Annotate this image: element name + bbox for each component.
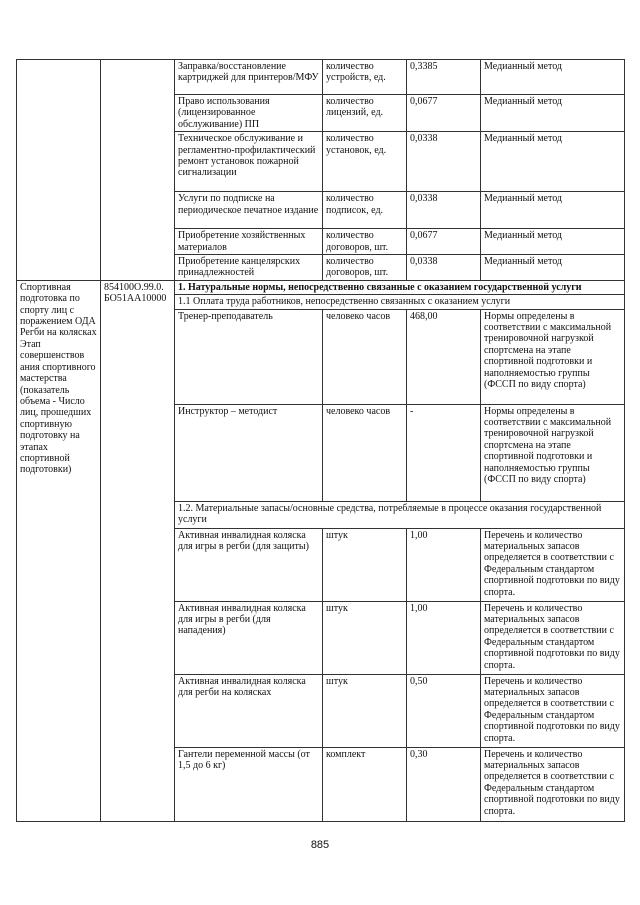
document-page [16, 59, 624, 822]
norm-method: Медианный метод [481, 229, 625, 255]
norm-unit: штук [323, 674, 407, 747]
norm-method: Медианный метод [481, 255, 625, 281]
norm-name: Заправка/восстановление картриджей для принтеров/МФУ [175, 60, 323, 95]
norm-unit: человеко часов [323, 404, 407, 501]
norm-method: Медианный метод [481, 95, 625, 132]
norm-method: Перечень и количество материальных запасов определяется в соответствии с Федеральным стандартом спортивной подготовки по виду спорта. [481, 601, 625, 674]
section-heading-1-1: 1.1 Оплата труда работников, непосредственно связанных с оказанием услуги [175, 295, 625, 309]
norm-method: Перечень и количество материальных запасов определяется в соответствии с Федеральным стандартом спортивной подготовки по виду спорта. [481, 747, 625, 821]
norm-unit: штук [323, 601, 407, 674]
norm-method: Медианный метод [481, 60, 625, 95]
norm-unit: количество договоров, шт. [323, 255, 407, 281]
norm-name: Активная инвалидная коляска для игры в регби (для защиты) [175, 528, 323, 601]
norm-value: 1,00 [407, 601, 481, 674]
norm-unit: количество подписок, ед. [323, 192, 407, 229]
page-number: 885 [310, 839, 330, 851]
norm-method: Перечень и количество материальных запасов определяется в соответствии с Федеральным стандартом спортивной подготовки по виду спорта. [481, 674, 625, 747]
norm-value: 468,00 [407, 309, 481, 404]
norm-unit: количество лицензий, ед. [323, 95, 407, 132]
norm-name: Активная инвалидная коляска для игры в регби (для нападения) [175, 601, 323, 674]
section-heading-1: 1. Натуральные нормы, непосредственно связанные с оказанием государственной услуги [175, 280, 625, 294]
section-heading-1-2: 1.2. Материальные запасы/основные средства, потребляемые в процессе оказания государственной услуги [175, 501, 625, 528]
norm-value: 0,0338 [407, 132, 481, 192]
norm-name: Инструктор – методист [175, 404, 323, 501]
norm-name: Тренер-преподаватель [175, 309, 323, 404]
norm-unit: комплект [323, 747, 407, 821]
norm-value: 0,50 [407, 674, 481, 747]
norm-value: 0,30 [407, 747, 481, 821]
norm-method: Нормы определены в соответствии с максимальной тренировочной нагрузкой спортсмена на этапе спортивной подготовки и наполняемостью группы (ФССП по виду спорта) [481, 309, 625, 404]
norm-name: Услуги по подписке на периодическое печатное издание [175, 192, 323, 229]
table-row [17, 280, 625, 294]
norm-value: 0,0338 [407, 192, 481, 229]
table-row [17, 60, 625, 95]
norm-name: Активная инвалидная коляска для регби на колясках [175, 674, 323, 747]
norm-unit: количество установок, ед. [323, 132, 407, 192]
norm-unit: человеко часов [323, 309, 407, 404]
norm-method: Перечень и количество материальных запасов определяется в соответствии с Федеральным стандартом спортивной подготовки по виду спорта. [481, 528, 625, 601]
norm-name: Приобретение канцелярских принадлежностей [175, 255, 323, 281]
norm-unit: количество договоров, шт. [323, 229, 407, 255]
service-cell-empty [17, 60, 101, 281]
norm-unit: штук [323, 528, 407, 601]
norm-value: 0,3385 [407, 60, 481, 95]
norm-name: Техническое обслуживание и регламентно-профилактический ремонт установок пожарной сигнализации [175, 132, 323, 192]
norm-unit: количество устройств, ед. [323, 60, 407, 95]
norm-name: Приобретение хозяйственных материалов [175, 229, 323, 255]
norm-method: Нормы определены в соответствии с максимальной тренировочной нагрузкой спортсмена на этапе спортивной подготовки и наполняемостью группы (ФССП по виду спорта) [481, 404, 625, 501]
norms-table [16, 59, 625, 822]
norm-value: 0,0677 [407, 95, 481, 132]
norm-value: 0,0677 [407, 229, 481, 255]
norm-value: 0,0338 [407, 255, 481, 281]
norm-value: - [407, 404, 481, 501]
norm-name: Право использования (лицензированное обслуживание) ПП [175, 95, 323, 132]
service-code: 854100О.99.0. БО51АА10000 [101, 280, 175, 821]
norm-value: 1,00 [407, 528, 481, 601]
service-description: Спортивная подготовка по спорту лиц с поражением ОДА Регби на колясках Этап совершенствов ания спортивного мастерства (показатель объема - Число лиц, прошедших спортивную подготовку на этапах спортивной подготовки) [17, 280, 101, 821]
code-cell-empty [101, 60, 175, 281]
norm-method: Медианный метод [481, 192, 625, 229]
norm-name: Гантели переменной массы (от 1,5 до 6 кг) [175, 747, 323, 821]
norm-method: Медианный метод [481, 132, 625, 192]
